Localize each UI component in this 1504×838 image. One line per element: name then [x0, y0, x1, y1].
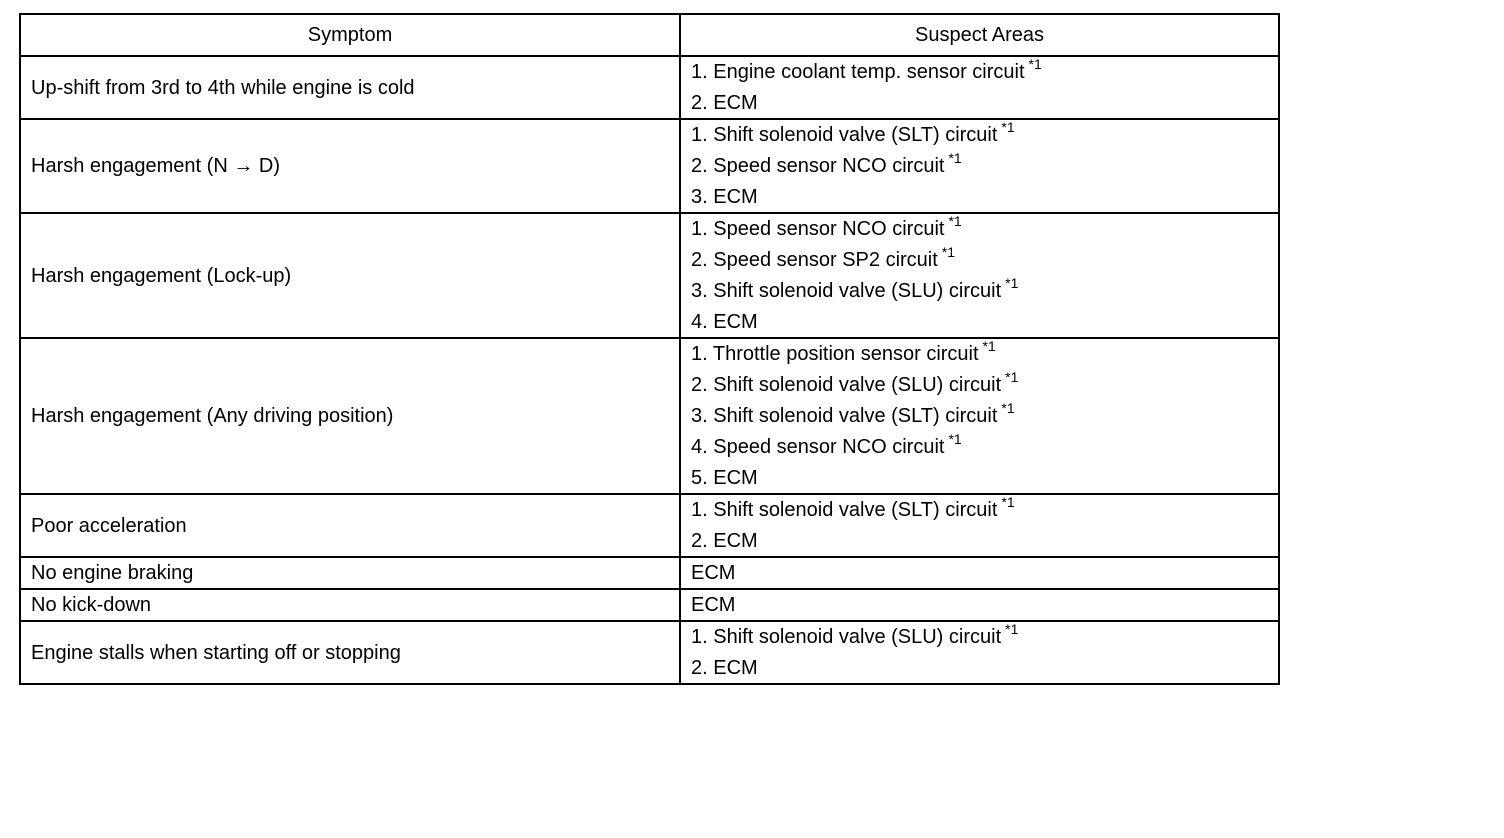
symptom-cell: No engine braking	[20, 557, 680, 589]
suspect-area-text: 2. ECM	[691, 530, 758, 552]
suspect-area-text: 3. Shift solenoid valve (SLT) circuit	[691, 405, 998, 427]
suspect-area-text: 4. ECM	[691, 311, 758, 333]
suspect-area-item	[691, 653, 1268, 683]
symptom-cell: No kick-down	[20, 589, 680, 621]
suspect-area-text: 3. ECM	[691, 186, 758, 208]
table-row	[20, 557, 1279, 589]
footnote-marker: *1	[948, 150, 962, 166]
suspect-area-text: 4. Speed sensor NCO circuit	[691, 436, 945, 458]
table-row	[20, 119, 1279, 213]
suspect-area-item	[691, 432, 1268, 463]
symptom-cell: Poor acceleration	[20, 494, 680, 557]
footnote-marker: *1	[941, 244, 956, 260]
suspect-area-item	[691, 276, 1268, 307]
suspect-areas-cell	[680, 213, 1279, 338]
suspect-area-text: 1. Shift solenoid valve (SLT) circuit	[691, 499, 998, 521]
suspect-area-item	[691, 151, 1268, 182]
suspect-area-text: ECM	[691, 594, 736, 616]
suspect-areas-cell	[680, 338, 1279, 494]
suspect-area-item	[691, 88, 1268, 118]
suspect-area-text: 1. Throttle position sensor circuit	[691, 343, 979, 365]
footnote-marker: *1	[1001, 119, 1015, 135]
suspect-area-item	[691, 120, 1268, 151]
suspect-area-item	[691, 558, 1268, 588]
suspect-area-item	[691, 182, 1268, 212]
table-row	[20, 338, 1279, 494]
symptom-table	[19, 13, 1280, 685]
suspect-area-text: 2. ECM	[691, 657, 758, 679]
suspect-areas-cell	[680, 589, 1279, 621]
suspect-area-item	[691, 590, 1268, 620]
footnote-marker: *1	[1005, 275, 1019, 291]
suspect-area-item	[691, 307, 1268, 337]
suspect-area-text: 2. Speed sensor SP2 circuit	[691, 249, 938, 271]
symptom-cell: Engine stalls when starting off or stopping	[20, 621, 680, 684]
footnote-marker: *1	[1001, 400, 1015, 416]
suspect-areas-cell	[680, 56, 1279, 119]
suspect-areas-cell	[680, 557, 1279, 589]
table-row	[20, 621, 1279, 684]
table-row	[20, 589, 1279, 621]
suspect-area-text: 1. Speed sensor NCO circuit	[691, 218, 945, 240]
suspect-areas-cell	[680, 494, 1279, 557]
suspect-areas-cell	[680, 621, 1279, 684]
footnote-marker: *1	[948, 431, 962, 447]
footnote-marker: *1	[1005, 369, 1019, 385]
suspect-area-text: 2. Speed sensor NCO circuit	[691, 155, 945, 177]
table-body	[20, 56, 1279, 684]
suspect-area-item	[691, 526, 1268, 556]
suspect-area-item	[691, 245, 1268, 276]
suspect-area-text: 1. Engine coolant temp. sensor circuit	[691, 61, 1025, 83]
symptom-cell: Harsh engagement (N → D)	[20, 119, 680, 213]
symptom-cell: Harsh engagement (Lock-up)	[20, 213, 680, 338]
suspect-area-item	[691, 401, 1268, 432]
table-row	[20, 56, 1279, 119]
symptom-cell: Harsh engagement (Any driving position)	[20, 338, 680, 494]
suspect-area-item	[691, 339, 1268, 370]
suspect-area-text: ECM	[691, 562, 736, 584]
suspect-area-text: 5. ECM	[691, 467, 758, 489]
footnote-marker: *1	[1028, 56, 1042, 72]
suspect-area-item	[691, 463, 1268, 493]
suspect-area-text: 1. Shift solenoid valve (SLT) circuit	[691, 124, 998, 146]
footnote-marker: *1	[1005, 621, 1019, 637]
footnote-marker: *1	[982, 338, 996, 354]
footnote-marker: *1	[1001, 494, 1015, 510]
suspect-area-text: 3. Shift solenoid valve (SLU) circuit	[691, 280, 1002, 302]
header-row	[20, 14, 1279, 56]
suspect-area-text: 2. ECM	[691, 92, 758, 114]
table-row	[20, 213, 1279, 338]
symptom-cell: Up-shift from 3rd to 4th while engine is cold	[20, 56, 680, 119]
suspect-areas-cell	[680, 119, 1279, 213]
suspect-area-text: 2. Shift solenoid valve (SLU) circuit	[691, 374, 1002, 396]
footnote-marker: *1	[948, 213, 962, 229]
suspect-area-item	[691, 622, 1268, 653]
header-suspect-areas: Suspect Areas	[680, 14, 1279, 56]
suspect-area-item	[691, 370, 1268, 401]
table-row	[20, 494, 1279, 557]
suspect-area-item	[691, 214, 1268, 245]
suspect-area-item	[691, 57, 1268, 88]
header-symptom: Symptom	[20, 14, 680, 56]
suspect-area-text: 1. Shift solenoid valve (SLU) circuit	[691, 626, 1002, 648]
suspect-area-item	[691, 495, 1268, 526]
